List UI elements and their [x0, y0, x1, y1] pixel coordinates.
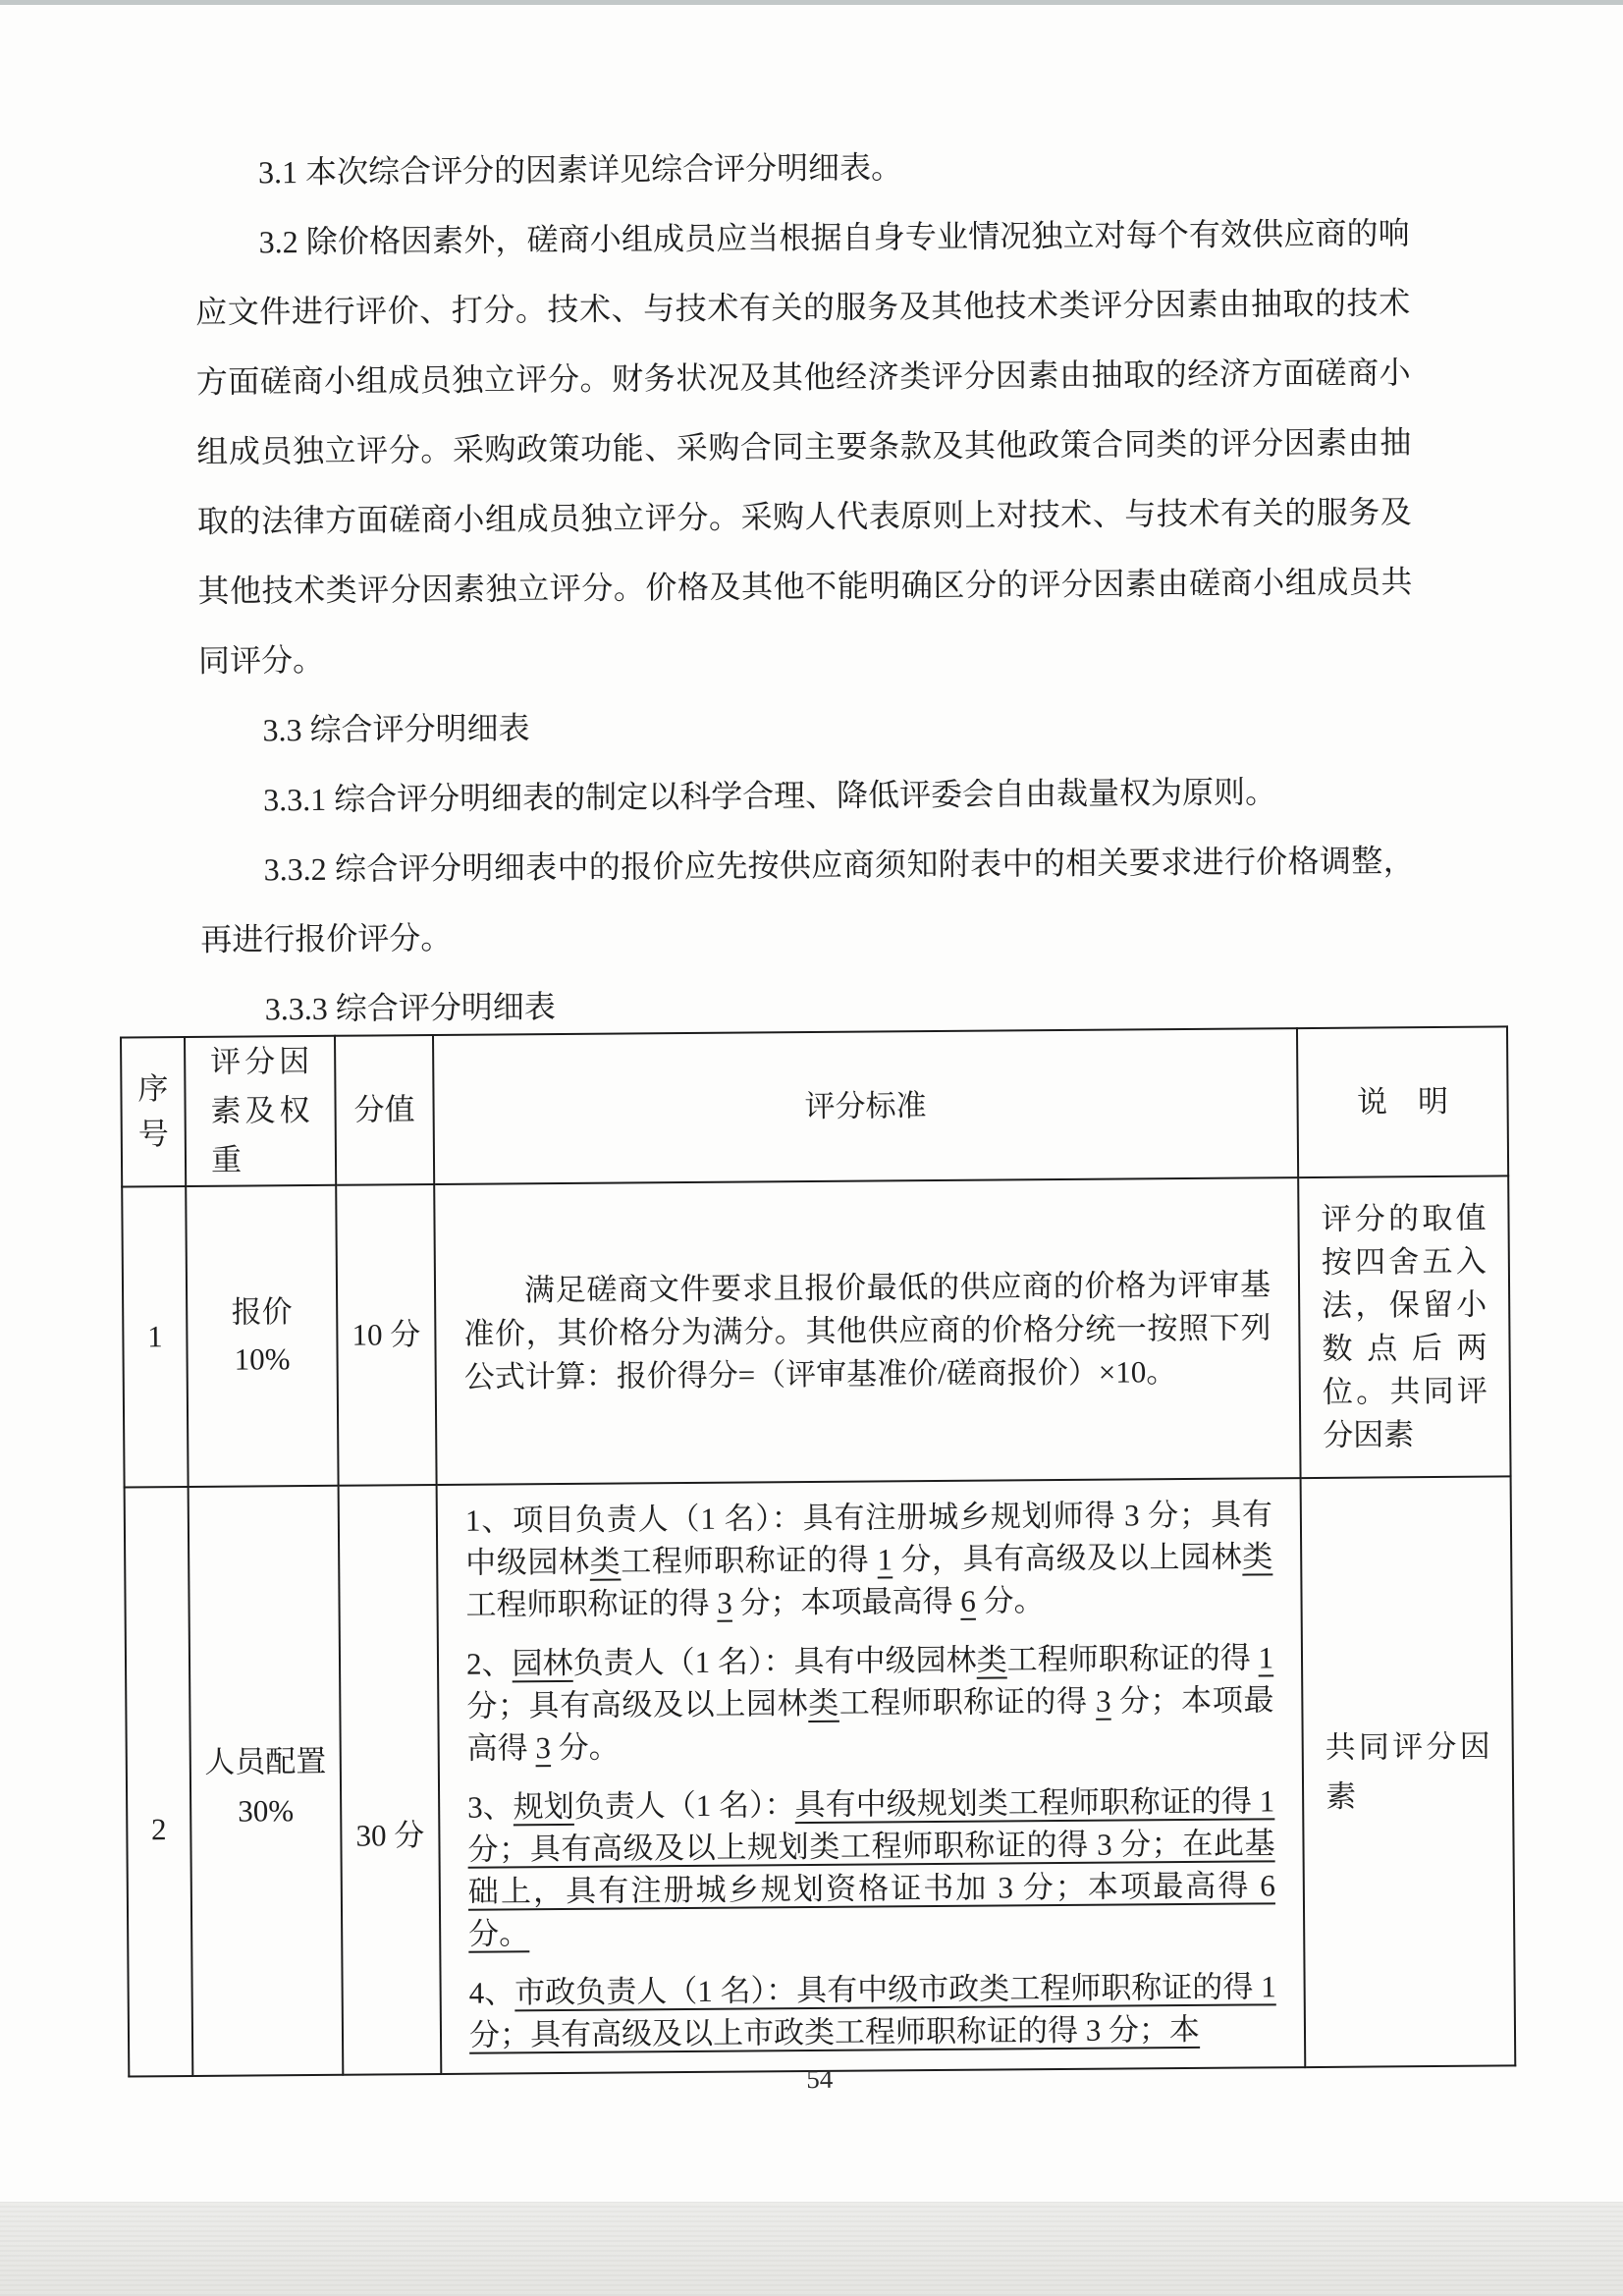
criteria-item: 3、规划负责人（1 名）：具有中级规划类工程师职称证的得 1 分；具有高级及以上规划类工程师职称证的得 3 分；在此基础上，具有注册城乡规划资格证书加 3 分；本项最高得 6 分。: [467, 1783, 1275, 1951]
criteria-text: 满足磋商文件要求且报价最低的供应商的价格为评审基准价，其价格分为满分。其他供应商的价格分统一按照下列公式计算：报价得分=（评审基准价/磋商报价）×10。: [463, 1267, 1271, 1394]
table-row-staffing: [125, 1476, 1516, 2076]
row1-factor: [186, 1185, 338, 1487]
paragraph-3-1: 3.1 本次综合评分的因素详见综合评分明细表。: [257, 149, 903, 191]
row2-score: 30 分: [339, 1485, 442, 2075]
row1-factor-name: 报价: [231, 1294, 293, 1330]
row2-factor: [189, 1486, 344, 2076]
table-header-row: [121, 1026, 1508, 1186]
body-text: [194, 129, 1416, 1045]
header-score-value: 分值: [335, 1035, 434, 1185]
criteria-item: 1、项目负责人（1 名）：具有注册城乡规划师得 3 分；具有中级园林类工程师职称证的得 1 分，具有高级及以上园林类工程师职称证的得 3 分；本项最高得 6 分。: [464, 1497, 1273, 1622]
paragraph-3-3-2: 3.3.2 综合评分明细表中的报价应先按供应商须知附表中的相关要求进行价格调整，再进行报价评分。: [200, 843, 1415, 957]
row1-note: 评分的取值按四舍五入法，保留小数点后两位。共同评分因素: [1298, 1175, 1510, 1478]
paragraph-3-3-1: 3.3.1 综合评分明细表的制定以科学合理、降低评委会自由裁量权为原则。: [262, 774, 1277, 818]
row2-seq-no: 2: [125, 1487, 193, 2076]
header-seq-no: 序号: [121, 1037, 186, 1187]
row1-criteria: [434, 1177, 1300, 1485]
row1-seq-no: 1: [122, 1186, 188, 1488]
row2-factor-weight: 30%: [238, 1793, 295, 1829]
header-note: 说 明: [1297, 1026, 1508, 1177]
paragraph-3-2: 3.2 除价格因素外，磋商小组成员应当根据自身专业情况独立对每个有效供应商的响应文件进行评价、打分。技术、与技术有关的服务及其他技术类评分因素由抽取的技术方面磋商小组成员独立评分。财务状况及其他经济类评分因素由抽取的经济方面磋商小组成员独立评分。采购政策功能、采购合同主要条款及其他政策合同类的评分因素由抽取的法律方面磋商小组成员独立评分。采购人代表原则上对技术、与技术有关的服务及其他技术类评分因素独立评分。价格及其他不能明确区分的评分因素由磋商小组成员共同评分。: [195, 215, 1413, 679]
row2-factor-name: 人员配置: [204, 1743, 327, 1779]
header-criteria: 评分标准: [433, 1028, 1298, 1184]
paragraph-3-3-3: 3.3.3 综合评分明细表: [264, 989, 556, 1027]
scan-band-artifact: [0, 2202, 1623, 2296]
row2-criteria: [437, 1478, 1306, 2074]
row2-note: 共同评分因素: [1301, 1476, 1516, 2067]
paragraph-3-3: 3.3 综合评分明细表: [262, 710, 530, 748]
table-row-price: [122, 1175, 1510, 1487]
criteria-item: 2、园林负责人（1 名）：具有中级园林类工程师职称证的得 1 分；具有高级及以上园林类工程师职称证的得 3 分；本项最高得 3 分。: [465, 1640, 1274, 1766]
page-number: 54: [806, 2063, 834, 2095]
row1-factor-weight: 10%: [234, 1341, 291, 1377]
header-factor-weight: 评分因素及权重: [185, 1036, 336, 1186]
criteria-item: 4、市政负责人（1 名）：具有中级市政类工程师职称证的得 1 分；具有高级及以上市政类工程师职称证的得 3 分；本: [468, 1969, 1276, 2052]
scoring-table: [120, 1025, 1516, 2077]
row1-score: 10 分: [336, 1184, 436, 1486]
